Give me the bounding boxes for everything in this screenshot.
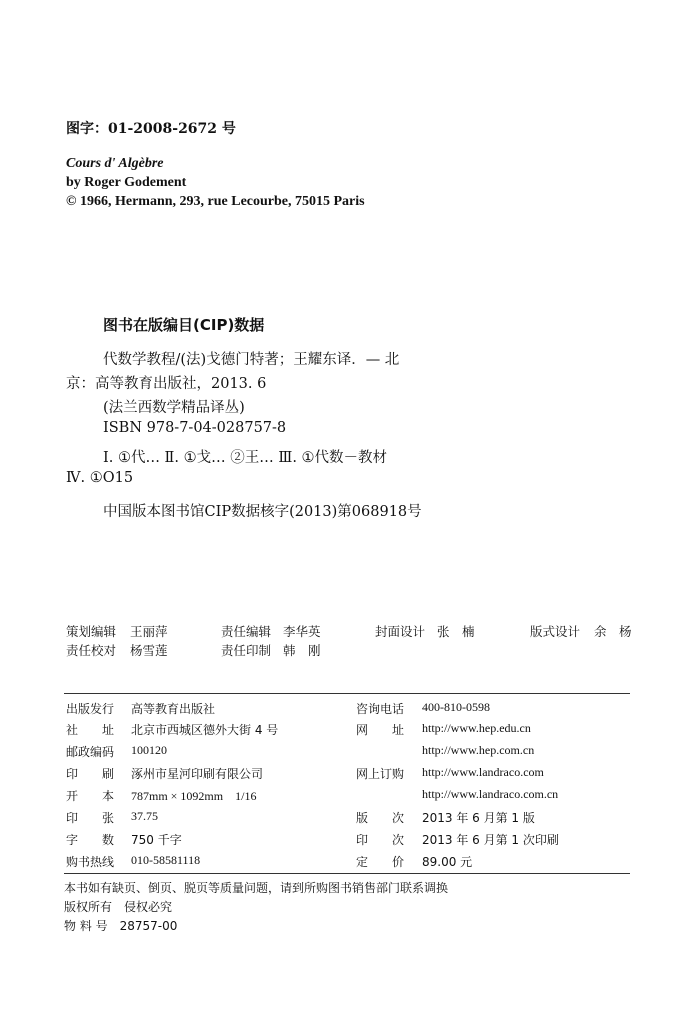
cip-line-1: 代数学教程/(法)戈德门特著；王耀东译．— 北 — [103, 352, 400, 368]
field-label: 印 刷 — [66, 767, 115, 781]
cip-isbn: ISBN 978-7-04-028757-8 — [103, 420, 287, 436]
credit-role: 责任编辑 — [221, 624, 272, 639]
field-value: 89.00 元 — [422, 855, 473, 869]
material-number: 物 料 号 28757-00 — [64, 919, 178, 933]
table-row — [0, 765, 692, 783]
field-label: 印 张 — [66, 811, 115, 825]
cip-line-3: (法兰西数学精品译丛) — [103, 400, 245, 416]
field-label: 邮政编码 — [66, 745, 115, 759]
cip-line-2: 京：高等教育出版社，2013. 6 — [66, 376, 267, 392]
quality-notice: 本书如有缺页、倒页、脱页等质量问题，请到所购图书销售部门联系调换 — [64, 881, 449, 895]
credit-name: 杨雪莲 — [130, 643, 168, 658]
field-value: 100120 — [131, 743, 167, 757]
field-label: 购书热线 — [66, 855, 115, 869]
table-row — [0, 831, 692, 849]
field-value: http://www.hep.com.cn — [422, 743, 535, 757]
field-label: 开 本 — [66, 789, 115, 803]
credit-name: 余 杨 — [594, 624, 632, 639]
original-author: by Roger Godement — [66, 175, 187, 190]
field-label: 字 数 — [66, 833, 115, 847]
field-label: 咨询电话 — [356, 702, 405, 716]
table-row — [0, 743, 692, 761]
field-value: 高等教育出版社 — [131, 702, 216, 716]
field-value: http://www.landraco.com — [422, 765, 544, 779]
original-edition — [66, 154, 365, 211]
field-value: 2013 年 6 月第 1 版 — [422, 811, 535, 825]
original-title: Cours d' Algèbre — [66, 156, 164, 171]
credit-name: 李华英 — [283, 624, 321, 639]
field-label: 网 址 — [356, 723, 405, 737]
field-value: 涿州市星河印刷有限公司 — [131, 767, 264, 781]
field-value: 400-810-0598 — [422, 700, 490, 714]
rights-notice: 版权所有 侵权必究 — [64, 900, 173, 914]
cip-classification-cont: Ⅳ. ①O15 — [66, 470, 134, 486]
field-value: 37.75 — [131, 809, 158, 823]
cip-heading: 图书在版编目(CIP)数据 — [103, 316, 265, 334]
field-value: http://www.hep.edu.cn — [422, 721, 531, 735]
field-value: 2013 年 6 月第 1 次印刷 — [422, 833, 559, 847]
cip-classification: Ⅰ. ①代… Ⅱ. ①戈… ②王… Ⅲ. ①代数－教材 — [103, 450, 388, 466]
field-value: 787mm × 1092mm 1/16 — [131, 789, 257, 803]
field-label: 社 址 — [66, 723, 115, 737]
credit-role: 版式设计 — [530, 624, 581, 639]
credit-name: 韩 刚 — [283, 643, 321, 658]
top-rule — [64, 693, 630, 694]
credit-role: 封面设计 — [375, 624, 426, 639]
field-value: 010-58581118 — [131, 853, 201, 867]
credit-role: 责任校对 — [66, 643, 117, 658]
credit-role: 策划编辑 — [66, 624, 117, 639]
cip-record-number: 中国版本图书馆CIP数据核字(2013)第068918号 — [103, 504, 422, 520]
field-label: 印 次 — [356, 833, 405, 847]
table-row — [0, 721, 692, 739]
table-row — [0, 700, 692, 718]
credit-name: 张 楠 — [437, 624, 475, 639]
credit-role: 责任印制 — [221, 643, 272, 658]
field-label: 定 价 — [356, 855, 405, 869]
table-row — [0, 853, 692, 871]
table-row — [0, 809, 692, 827]
table-row — [0, 787, 692, 805]
bottom-rule — [64, 873, 630, 874]
field-value: http://www.landraco.com.cn — [422, 787, 559, 801]
field-label: 版 次 — [356, 811, 405, 825]
registration-number: 图字：01-2008-2672 号 — [66, 121, 236, 137]
original-copyright: © 1966, Hermann, 293, rue Lecourbe, 75015 Paris — [66, 194, 365, 209]
field-label: 网上订购 — [356, 767, 405, 781]
field-value: 北京市西城区德外大街 4 号 — [131, 723, 279, 737]
field-label: 出版发行 — [66, 702, 115, 716]
credit-name: 王丽萍 — [130, 624, 168, 639]
field-value: 750 千字 — [131, 833, 182, 847]
